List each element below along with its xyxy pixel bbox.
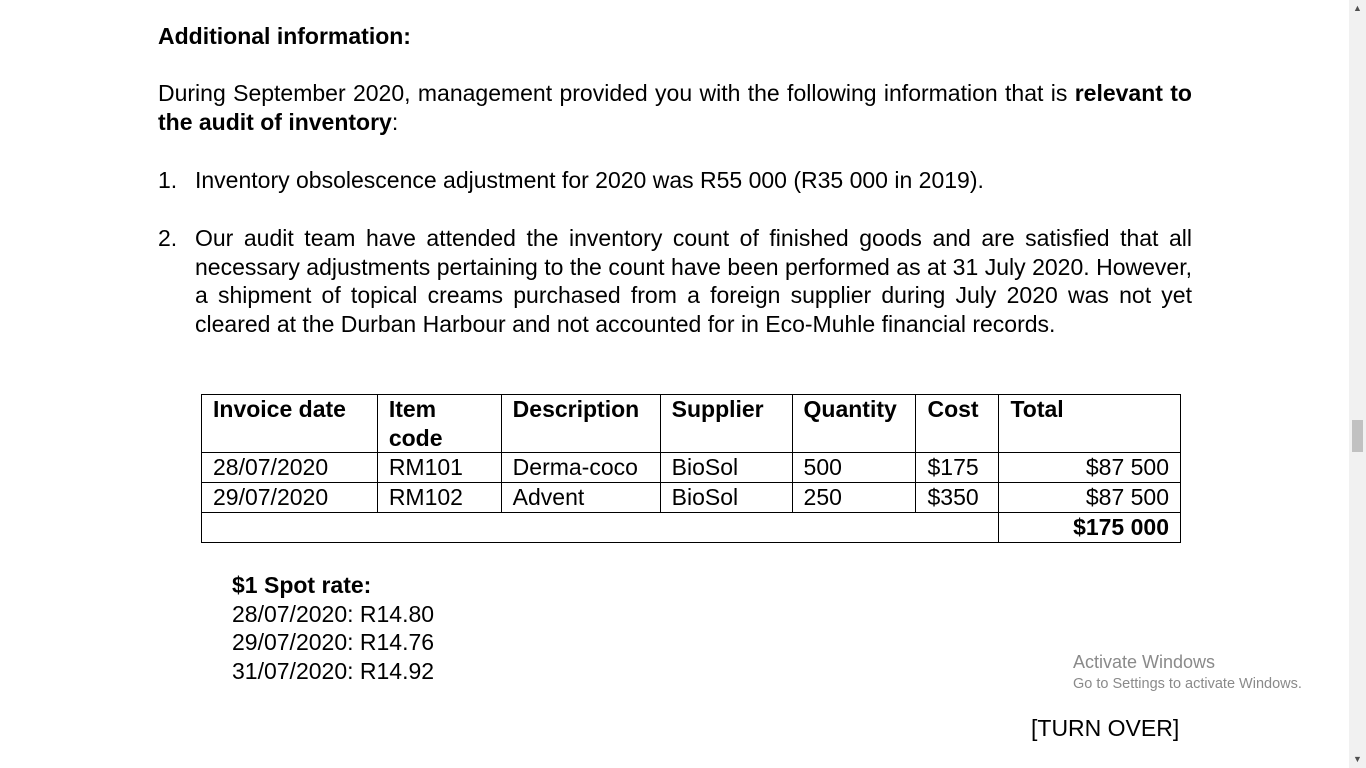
- table-header-row: [202, 395, 1181, 453]
- cell-quantity: 500: [792, 453, 916, 483]
- cell-quantity: 250: [792, 483, 916, 513]
- header-total: Total: [999, 395, 1181, 453]
- cell-supplier: BioSol: [660, 483, 792, 513]
- grand-total-cell: $175 000: [999, 513, 1181, 543]
- intro-text: During September 2020, management provided you with the following information that is: [158, 80, 1075, 106]
- watermark-subtitle: Go to Settings to activate Windows.: [1073, 676, 1302, 692]
- section-heading: Additional information:: [158, 23, 411, 49]
- cell-total: $87 500: [999, 453, 1181, 483]
- cell-cost: $175: [916, 453, 999, 483]
- cell-cost: $350: [916, 483, 999, 513]
- spot-rate-line: 31/07/2020: R14.92: [232, 657, 435, 684]
- activate-windows-watermark: [1073, 651, 1302, 695]
- cell-item-code: RM101: [377, 453, 501, 483]
- list-item-text: Our audit team have attended the inventory count of finished goods and are satisfied that all necessary adjustments pertaining to the count have been performed as at 31 July 2020. However, a shipment of topical creams purchased from a foreign supplier during July 2020 was not yet cleared at the Durban Harbour and not accounted for in Eco-Muhle financial records.: [195, 225, 1192, 337]
- header-quantity: Quantity: [792, 395, 916, 453]
- spot-rate-title: $1 Spot rate:: [232, 572, 372, 598]
- cell-total: $87 500: [999, 483, 1181, 513]
- header-cost: Cost: [916, 395, 999, 453]
- cell-supplier: BioSol: [660, 453, 792, 483]
- table-total-row: [202, 513, 1181, 543]
- cell-invoice-date: 28/07/2020: [202, 453, 378, 483]
- header-description: Description: [501, 395, 660, 453]
- watermark-title: Activate Windows: [1073, 652, 1216, 672]
- header-item-code: Item code: [377, 395, 501, 453]
- table-row: [202, 453, 1181, 483]
- cell-invoice-date: 29/07/2020: [202, 483, 378, 513]
- total-spacer-cell: [202, 513, 999, 543]
- cell-description: Derma-coco: [501, 453, 660, 483]
- scrollbar-thumb[interactable]: [1352, 420, 1363, 452]
- list-item: [158, 166, 1192, 195]
- intro-end: :: [391, 109, 399, 135]
- intro-paragraph: [158, 79, 1192, 137]
- shipment-table: [201, 394, 1181, 543]
- spot-rate-line: 28/07/2020: R14.80: [232, 600, 435, 627]
- list-item: [158, 224, 1192, 338]
- list-item-number: 1.: [158, 167, 178, 193]
- scroll-up-arrow-icon[interactable]: ▲: [1353, 3, 1362, 13]
- header-invoice-date: Invoice date: [202, 395, 378, 453]
- header-supplier: Supplier: [660, 395, 792, 453]
- cell-item-code: RM102: [377, 483, 501, 513]
- list-item-number: 2.: [158, 225, 178, 251]
- spot-rate-block: [232, 571, 434, 685]
- scroll-down-arrow-icon[interactable]: ▼: [1353, 754, 1362, 764]
- list-item-text: Inventory obsolescence adjustment for 2020 was R55 000 (R35 000 in 2019).: [195, 167, 984, 193]
- vertical-scrollbar[interactable]: [1349, 0, 1366, 768]
- table-row: [202, 483, 1181, 513]
- spot-rate-line: 29/07/2020: R14.76: [232, 629, 435, 655]
- turn-over-label: [TURN OVER]: [1031, 715, 1180, 741]
- cell-description: Advent: [501, 483, 660, 513]
- intro-bold-text: relevant to the audit of inventory: [158, 80, 1192, 135]
